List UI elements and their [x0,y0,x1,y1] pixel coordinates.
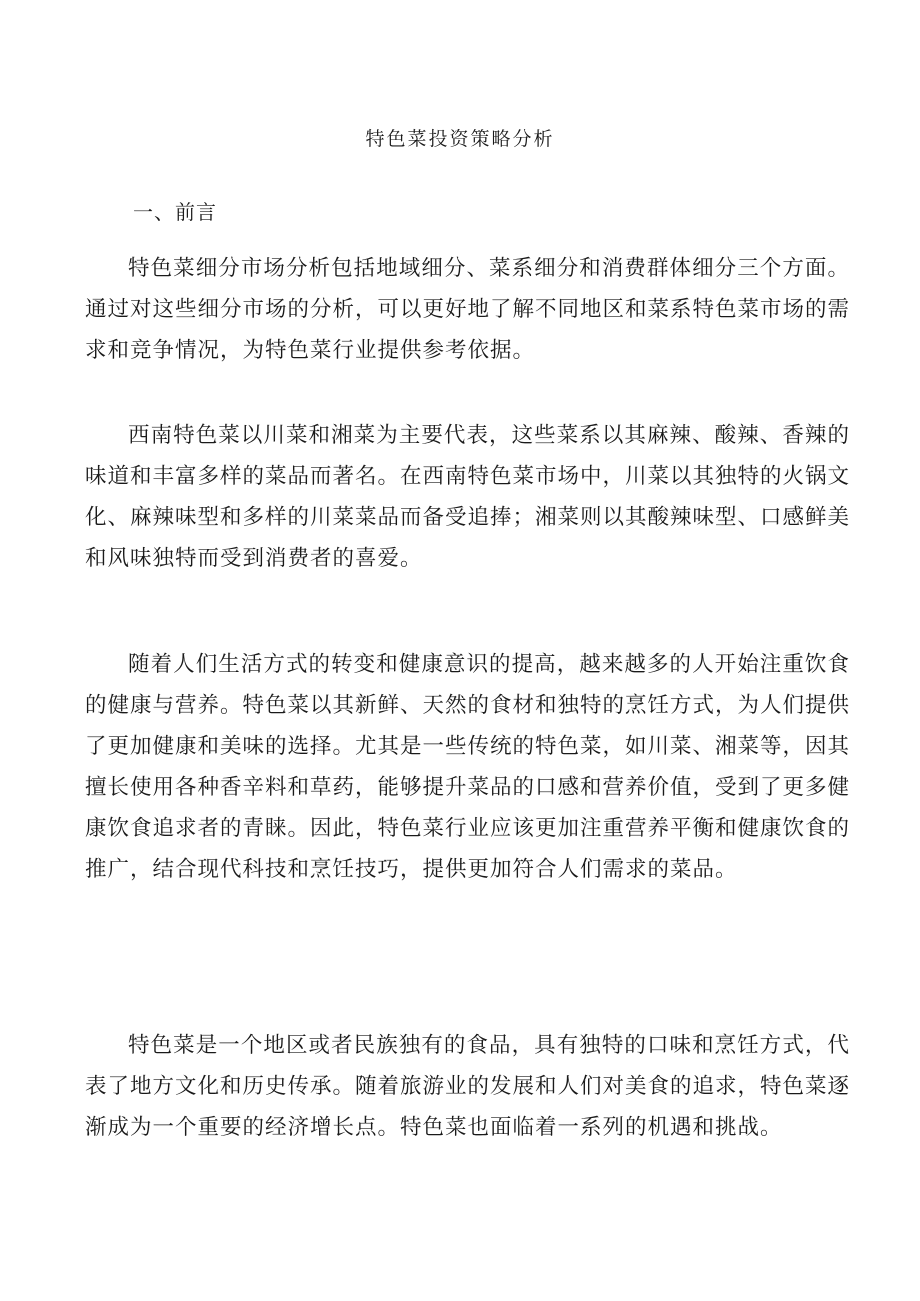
document-title: 特色菜投资策略分析 [365,128,555,150]
section-heading-preface: 一、前言 [133,200,217,224]
paragraph-opportunities-challenges: 特色菜是一个地区或者民族独有的食品，具有独特的口味和烹饪方式，代表了地方文化和历史传承。随着旅游业的发展和人们对美食的追求，特色菜逐渐成为一个重要的经济增长点。特色菜也面临着一系列的机遇和挑战。 [85,1033,851,1140]
paragraph-market-segmentation: 特色菜细分市场分析包括地域细分、菜系细分和消费群体细分三个方面。通过对这些细分市场的分析，可以更好地了解不同地区和菜系特色菜市场的需求和竞争情况，为特色菜行业提供参考依据。 [85,256,851,363]
paragraph-health-trends: 随着人们生活方式的转变和健康意识的提高，越来越多的人开始注重饮食的健康与营养。特色菜以其新鲜、天然的食材和独特的烹饪方式，为人们提供了更加健康和美味的选择。尤其是一些传统的特色菜，如川菜、湘菜等，因其擅长使用各种香辛料和草药，能够提升菜品的口感和营养价值，受到了更多健康饮食追求者的青睐。因此，特色菜行业应该更加注重营养平衡和健康饮食的推广，结合现代科技和烹饪技巧，提供更加符合人们需求的菜品。 [85,652,851,882]
paragraph-southwest-cuisine: 西南特色菜以川菜和湘菜为主要代表，这些菜系以其麻辣、酸辣、香辣的味道和丰富多样的菜品而著名。在西南特色菜市场中，川菜以其独特的火锅文化、麻辣味型和多样的川菜菜品而备受追捧；湘菜则以其酸辣味型、口感鲜美和风味独特而受到消费者的喜爱。 [85,423,851,571]
